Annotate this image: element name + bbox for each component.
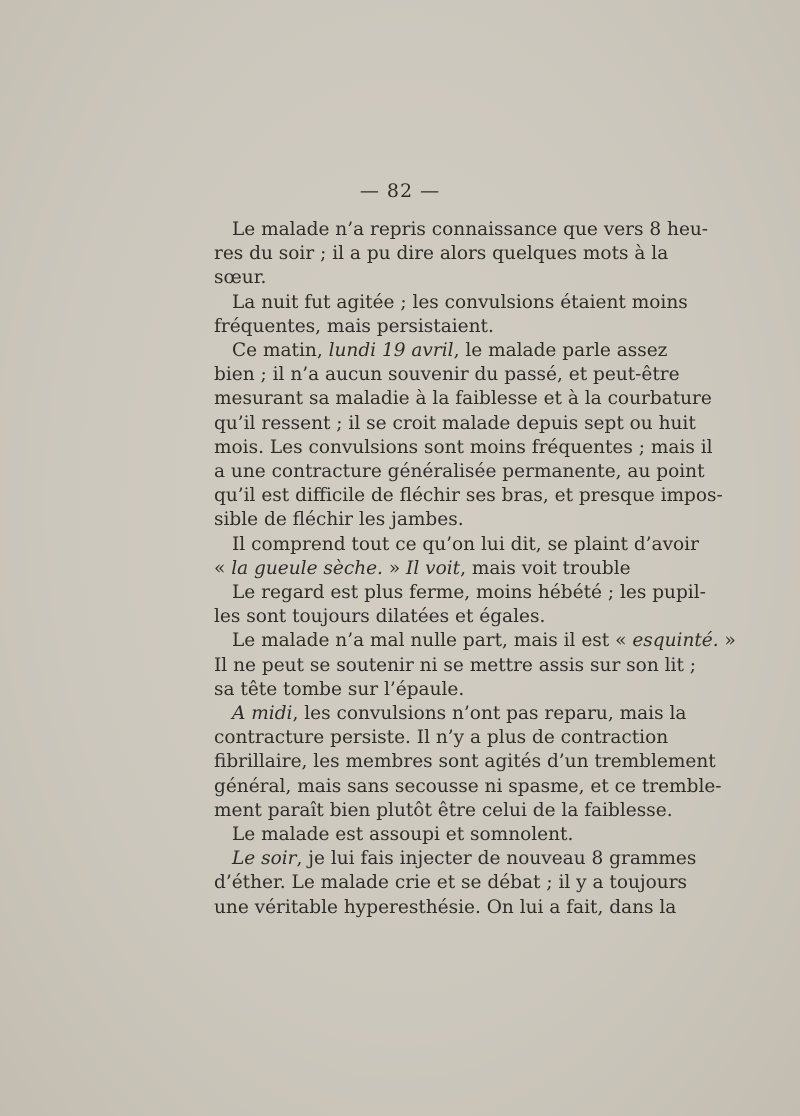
text-segment: sa tête tombe sur l’épaule. (214, 678, 465, 700)
text-line (214, 218, 709, 242)
text-segment: Il comprend tout ce qu’on lui dit, se plaint d’avoir (232, 533, 699, 555)
text-line (214, 823, 626, 847)
text-segment: d’éther. Le malade crie et se débat ; il y a toujours (214, 872, 688, 894)
text-segment: , le malade parle assez (453, 340, 668, 362)
text-segment: une véritable hyperesthésie. On lui a fait, dans la (214, 896, 677, 918)
text-segment: Il ne peut se soutenir ni se mettre assis sur son lit ; (214, 654, 696, 676)
italic-text: A midi (232, 703, 293, 725)
page-number: — 82 — (359, 180, 441, 202)
text-line (214, 484, 723, 508)
text-line (214, 363, 680, 387)
text-segment: fréquentes, mais persistaient. (214, 315, 494, 337)
text-line (214, 678, 626, 702)
text-line (214, 871, 688, 895)
text-line (214, 581, 706, 605)
text-segment: , les convulsions n’ont pas reparu, mais la (292, 703, 687, 725)
text-segment: contracture persiste. Il n’y a plus de contraction (214, 727, 669, 749)
text-line (214, 436, 713, 460)
text-line (214, 339, 668, 363)
text-segment: bien ; il n’a aucun souvenir du passé, et peut-être (214, 364, 680, 386)
italic-text: esquinté. (632, 630, 719, 652)
text-segment: Le malade n’a mal nulle part, mais il est « (232, 630, 633, 652)
text-segment: La nuit fut agitée ; les convulsions étaient moins (232, 291, 688, 313)
text-line (214, 750, 716, 774)
text-line (214, 315, 626, 339)
text-line (214, 508, 626, 532)
text-line (214, 266, 626, 290)
text-segment: » (382, 557, 407, 579)
text-segment: mesurant sa maladie à la faiblesse et à la courbature (214, 388, 712, 410)
text-segment: Le malade est assoupi et somnolent. (232, 824, 574, 846)
text-segment: sible de fléchir les jambes. (214, 509, 464, 531)
italic-text: lundi 19 avril (328, 340, 454, 362)
text-segment: Le regard est plus ferme, moins hébété ; les pupil- (232, 582, 706, 604)
text-line (214, 702, 687, 726)
italic-text: la gueule sèche. (231, 557, 383, 579)
text-segment: res du soir ; il a pu dire alors quelques mots à la (214, 243, 669, 265)
text-line (214, 412, 696, 436)
text-line (214, 654, 696, 678)
text-line (214, 387, 712, 411)
text-line (214, 460, 705, 484)
text-line (214, 775, 722, 799)
text-segment: Le malade n’a repris connaissance que vers 8 heu- (232, 219, 709, 240)
text-segment: fibrillaire, les membres sont agités d’un tremblement (214, 751, 716, 773)
text-segment: « (214, 557, 232, 579)
text-segment: a une contracture généralisée permanente, au point (214, 461, 705, 483)
text-segment: qu’il ressent ; il se croit malade depuis sept ou huit (214, 412, 696, 434)
text-line (214, 629, 736, 653)
text-segment: mois. Les convulsions sont moins fréquentes ; mais il (214, 436, 713, 458)
text-line (214, 896, 677, 920)
text-line (214, 533, 699, 557)
text-line (214, 557, 631, 581)
italic-text: Il voit (406, 557, 461, 579)
text-line (214, 726, 669, 750)
text-segment: ment paraît bien plutôt être celui de la faiblesse. (214, 799, 673, 821)
text-segment: , je lui fais injecter de nouveau 8 grammes (296, 848, 697, 870)
text-segment: Ce matin, (232, 340, 329, 362)
body-text (214, 218, 736, 920)
text-line (214, 291, 688, 315)
text-segment: qu’il est difficile de fléchir ses bras, et presque impos- (214, 485, 723, 507)
text-segment: les sont toujours dilatées et égales. (214, 606, 546, 628)
text-segment: général, mais sans secousse ni spasme, et ce tremble- (214, 775, 722, 797)
text-segment: sœur. (214, 267, 267, 289)
text-line (214, 847, 697, 871)
text-line (214, 605, 626, 629)
text-segment: , mais voit trouble (460, 557, 631, 579)
text-line (214, 242, 669, 266)
text-segment: » (718, 630, 736, 652)
text-line (214, 799, 673, 823)
italic-text: Le soir (232, 848, 297, 870)
